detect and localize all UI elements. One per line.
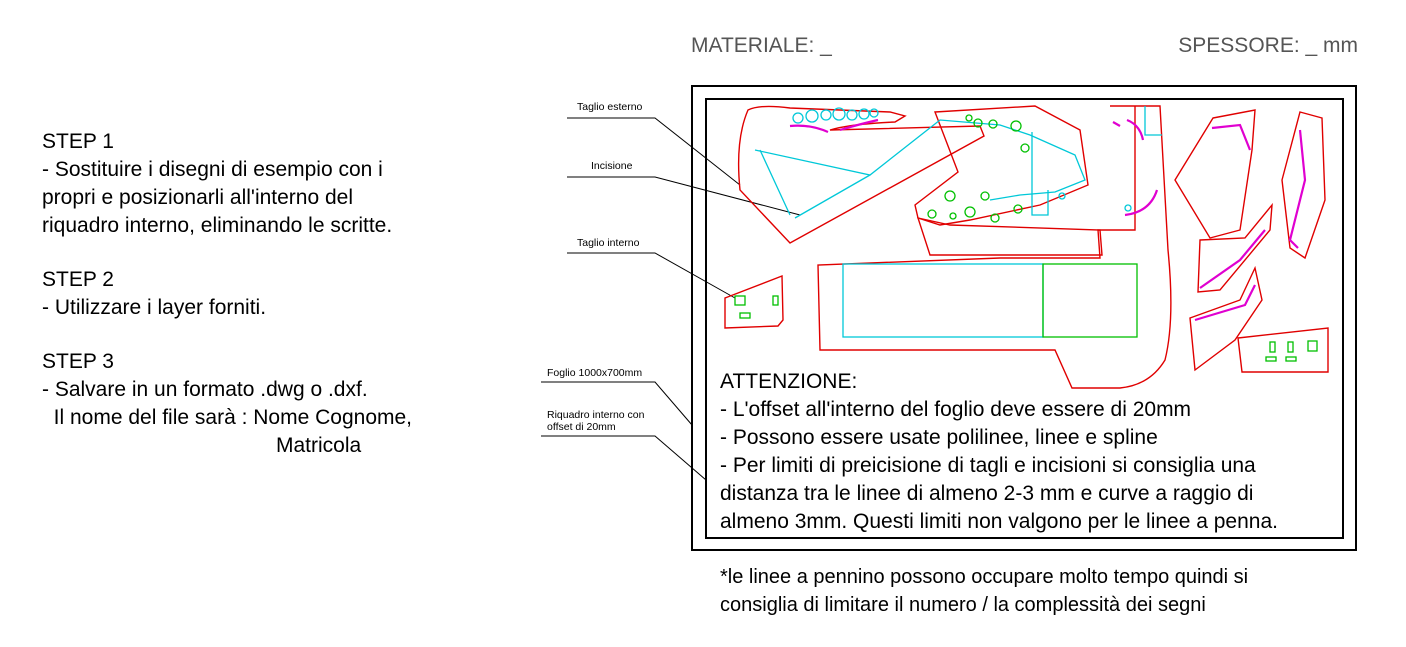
engraving-circle xyxy=(793,113,803,123)
internal-slot xyxy=(735,296,745,305)
internal-hole xyxy=(966,115,972,121)
step-3-line-3: Matricola xyxy=(276,434,362,457)
step-1-line-3: riquadro interno, eliminando le scritte. xyxy=(42,214,393,237)
step-2-title: STEP 2 xyxy=(42,268,114,291)
cut-shape-diagonal-panel xyxy=(739,106,984,243)
pen-line xyxy=(1212,125,1250,150)
attention-title: ATTENZIONE: xyxy=(720,370,858,393)
internal-hole xyxy=(1021,144,1029,152)
pen-line xyxy=(1125,190,1157,215)
attention-box xyxy=(720,368,1345,536)
engraving-corner xyxy=(1145,106,1162,135)
leader-external-cut xyxy=(567,118,740,185)
internal-hole xyxy=(981,192,989,200)
attention-line-2: - Possono essere usate polilinee, linee e spline xyxy=(720,426,1158,449)
cut-shape-right-3 xyxy=(1198,205,1272,292)
footnote xyxy=(720,563,1340,619)
pen-lines xyxy=(790,120,1305,320)
internal-slot xyxy=(1286,357,1296,361)
step-2-line-1: - Utilizzare i layer forniti. xyxy=(42,296,267,319)
footnote-line-1: *le linee a pennino possono occupare molto tempo quindi si xyxy=(720,566,1249,588)
engraving-rect-large xyxy=(843,264,1043,337)
callout-inner-frame-line-1: Riquadro interno con xyxy=(547,409,645,421)
step-3-line-2: Il nome del file sarà : Nome Cognome, xyxy=(42,406,413,429)
internal-hole xyxy=(928,210,936,218)
leader-inner-frame xyxy=(541,436,706,480)
callout-engraving: Incisione xyxy=(591,160,633,172)
internal-slot xyxy=(740,313,750,318)
footnote-line-2: consiglia di limitare il numero / la complessità dei segni xyxy=(720,594,1206,616)
callout-external-cut: Taglio esterno xyxy=(577,101,643,113)
engraving-line-2 xyxy=(795,175,870,218)
leader-engraving xyxy=(567,177,800,215)
engraving-circle xyxy=(821,110,831,120)
cut-shape-upper-plate xyxy=(915,106,1088,225)
internal-hole xyxy=(1011,121,1021,131)
leader-internal-cut xyxy=(567,253,735,298)
internal-slot xyxy=(1288,342,1293,352)
pen-line xyxy=(1113,122,1120,126)
step-1-line-2: propri e posizionarli all'interno del xyxy=(42,186,354,209)
external-cut-shapes xyxy=(725,106,1328,388)
attention-line-4: distanza tra le linee di almeno 2-3 mm e curve a raggio di xyxy=(720,482,1254,505)
internal-hole xyxy=(950,213,956,219)
engraving-circle xyxy=(806,110,818,122)
attention-line-5: almeno 3mm. Questi limiti non valgono per le linee a penna. xyxy=(720,510,1278,533)
internal-hole xyxy=(965,207,975,217)
callout-inner-frame-line-2: offset di 20mm xyxy=(547,421,616,433)
pen-line xyxy=(790,126,828,132)
cut-shape-small-plate xyxy=(725,276,783,328)
step-3-title: STEP 3 xyxy=(42,350,114,373)
cut-shape-main-plate xyxy=(818,106,1171,388)
pen-line xyxy=(1195,285,1255,320)
engraving-circle xyxy=(1125,205,1131,211)
thickness-label: SPESSORE: _ mm xyxy=(1178,34,1358,57)
internal-slot xyxy=(1308,341,1317,351)
engraving-curve xyxy=(755,120,1085,200)
step-1-title: STEP 1 xyxy=(42,130,114,153)
cut-shape-right-5 xyxy=(1238,328,1328,372)
material-label: MATERIALE: _ xyxy=(691,34,832,57)
step-1-line-1: - Sostituire i disegni di esempio con i xyxy=(42,158,383,181)
engraving-circle xyxy=(870,109,878,117)
engraving-circle xyxy=(847,110,857,120)
step-3-line-1: - Salvare in un formato .dwg o .dxf. xyxy=(42,378,368,401)
callout-internal-cut: Taglio interno xyxy=(577,237,640,249)
internal-slot xyxy=(1266,357,1276,361)
internal-rect-large xyxy=(1043,264,1137,337)
internal-slot xyxy=(773,296,778,305)
callout-sheet: Foglio 1000x700mm xyxy=(547,367,643,379)
pen-line xyxy=(1290,130,1305,248)
attention-line-3: - Per limiti di preicisione di tagli e incisioni si consiglia una xyxy=(720,454,1256,477)
attention-line-1: - L'offset all'interno del foglio deve essere di 20mm xyxy=(720,398,1192,421)
internal-slot xyxy=(1270,342,1275,352)
internal-hole xyxy=(945,191,955,201)
cut-shape-right-1 xyxy=(1175,110,1255,238)
cut-shape-bar xyxy=(918,218,1102,255)
